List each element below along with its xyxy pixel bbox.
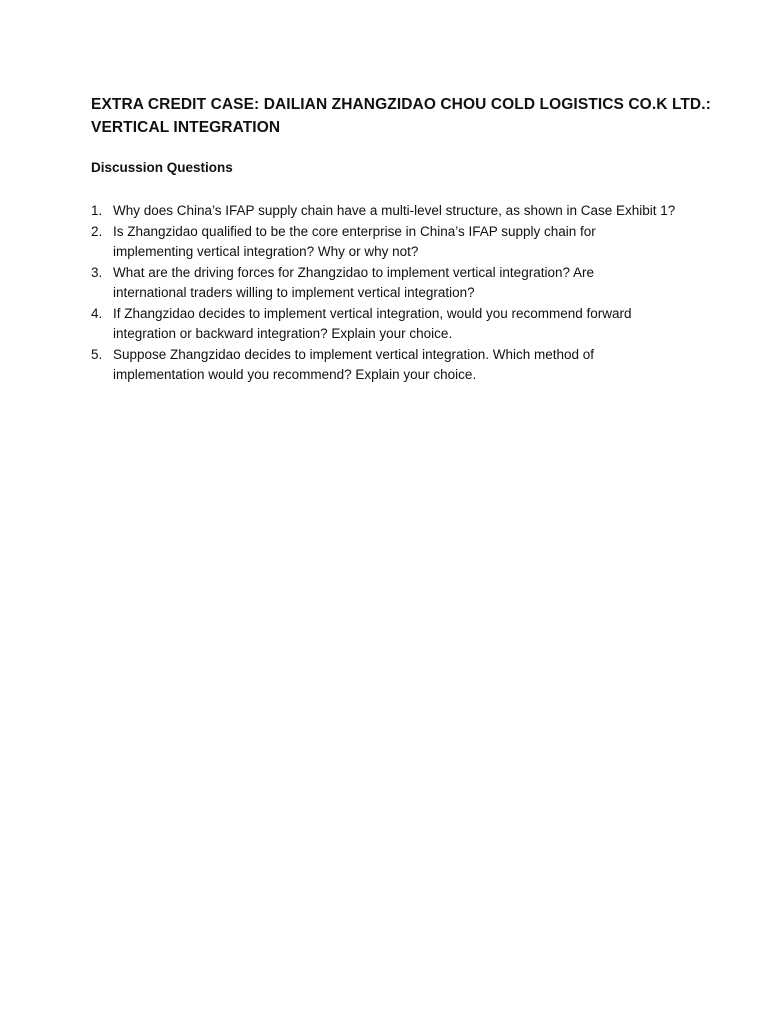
- title-line-1: EXTRA CREDIT CASE: DAILIAN ZHANGZIDAO CHOU COLD LOGISTICS CO.K LTD.:: [91, 96, 711, 113]
- section-heading: Discussion Questions: [91, 160, 233, 175]
- question-number: 3.: [91, 264, 103, 280]
- question-item: [91, 201, 711, 222]
- title-line-2: VERTICAL INTEGRATION: [91, 119, 281, 136]
- question-text: Suppose Zhangzidao decides to implement vertical integration. Which method of: [113, 346, 595, 362]
- question-text: integration or backward integration? Explain your choice.: [113, 326, 453, 341]
- question-item: [91, 222, 711, 263]
- question-item: [91, 263, 711, 304]
- question-list: [91, 201, 711, 386]
- question-text: What are the driving forces for Zhangzidao to implement vertical integration? Are: [113, 264, 594, 280]
- question-number: 4.: [91, 305, 103, 321]
- question-text: implementing vertical integration? Why or why not?: [113, 244, 419, 259]
- question-text: international traders willing to implement vertical integration?: [113, 285, 475, 300]
- question-number: 5.: [91, 346, 103, 362]
- question-text: If Zhangzidao decides to implement vertical integration, would you recommend forward: [113, 305, 632, 321]
- question-number: 2.: [91, 223, 103, 239]
- question-text: implementation would you recommend? Explain your choice.: [113, 367, 477, 382]
- question-item: [91, 345, 711, 386]
- question-text: Why does China’s IFAP supply chain have a multi-level structure, as shown in Case Exhibit 1?: [113, 203, 676, 218]
- question-item: [91, 304, 711, 345]
- question-text: Is Zhangzidao qualified to be the core enterprise in China’s IFAP supply chain for: [113, 223, 596, 239]
- document-title: [91, 93, 711, 139]
- question-number: 1.: [91, 203, 103, 218]
